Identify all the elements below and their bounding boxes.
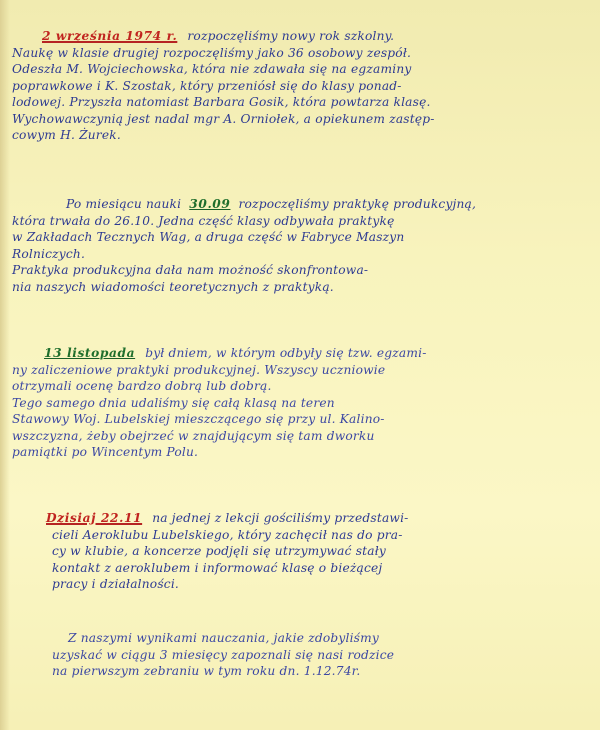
entry-line: Naukę w klasie drugiej rozpoczęliśmy jako 36 osobowy zespół. [12,45,412,60]
entry-line: na pierwszym zebraniu w tym roku dn. 1.12.74r. [52,664,361,678]
entry-line: Praktyka produkcyjna dała nam możność skonfrontowa- [12,263,369,277]
entry-line: uzyskać w ciągu 3 miesięcy zapoznali się nasi rodzice [52,647,395,662]
entry-line: cieli Aeroklubu Lubelskiego, który zachęcił nas do pra- [52,527,403,542]
entry-line: rozpoczęliśmy praktykę produkcyjną, [238,197,477,211]
entry-line: nia naszych wiadomości teoretycznych z praktyką. [12,279,334,294]
entry-line: Rolniczych. [12,246,86,261]
entry-date: 13 listopada [44,346,136,360]
entry-line: Z naszymi wynikami nauczania, jakie zdobyliśmy [68,631,379,645]
entry-line: cy w klubie, a koncerze podjęli się utrzymywać stały [52,544,386,558]
entry-line: lodowej. Przyszła natomiast Barbara Gosik, która powtarza klasę. [12,95,431,109]
entry-date: 30.09 [189,197,231,211]
entry-line: pracy i działalności. [52,577,179,591]
entry-line: Po miesiącu nauki [66,197,182,211]
entry-line: kontakt z aeroklubem i informować klasę o bieżącej [52,560,383,575]
entry-september [0,28,600,144]
entry-line: Tego samego dnia udaliśmy się całą klasą na teren [12,395,335,410]
entry-line: otrzymali ocenę bardzo dobrą lub dobrą. [12,379,272,393]
entry-november-22 [0,510,600,593]
entry-line: Wychowawczynią jest nadal mgr A. Orniołek, a opiekunem zastęp- [12,111,435,126]
entry-line: Odeszła M. Wojciechowska, która nie zdawała się na egzaminy [12,62,412,76]
entry-line: która trwała do 26.10. Jedna część klasy odbywała praktykę [12,213,395,228]
entry-line: rozpoczęliśmy nowy rok szkolny. [187,29,395,43]
entry-date: Dzisiaj 22.11 [46,511,143,525]
entry-date: 2 września 1974 r. [42,29,178,43]
entry-line: pamiątki po Wincentym Polu. [12,445,199,459]
entry-line: Stawowy Woj. Lubelskiej mieszczącego się przy ul. Kalino- [12,412,385,426]
entry-parents-meeting [0,630,600,680]
entry-line: był dniem, w którym odbyły się tzw. egzami- [145,346,427,360]
entry-line: poprawkowe i K. Szostak, który przeniósł się do klasy ponad- [12,78,402,93]
entry-line: cowym H. Żurek. [12,128,121,142]
entry-line: ny zaliczeniowe praktyki produkcyjnej. Wszyscy uczniowie [12,362,386,377]
entry-november-13 [0,345,600,461]
entry-line: wszczyzna, żeby obejrzeć w znajdującym się tam dworku [12,428,375,443]
entry-line: w Zakładach Tecznych Wag, a druga część w Fabryce Maszyn [12,230,405,244]
entry-practice [0,196,600,295]
entry-line: na jednej z lekcji gościliśmy przedstawi- [152,511,409,525]
